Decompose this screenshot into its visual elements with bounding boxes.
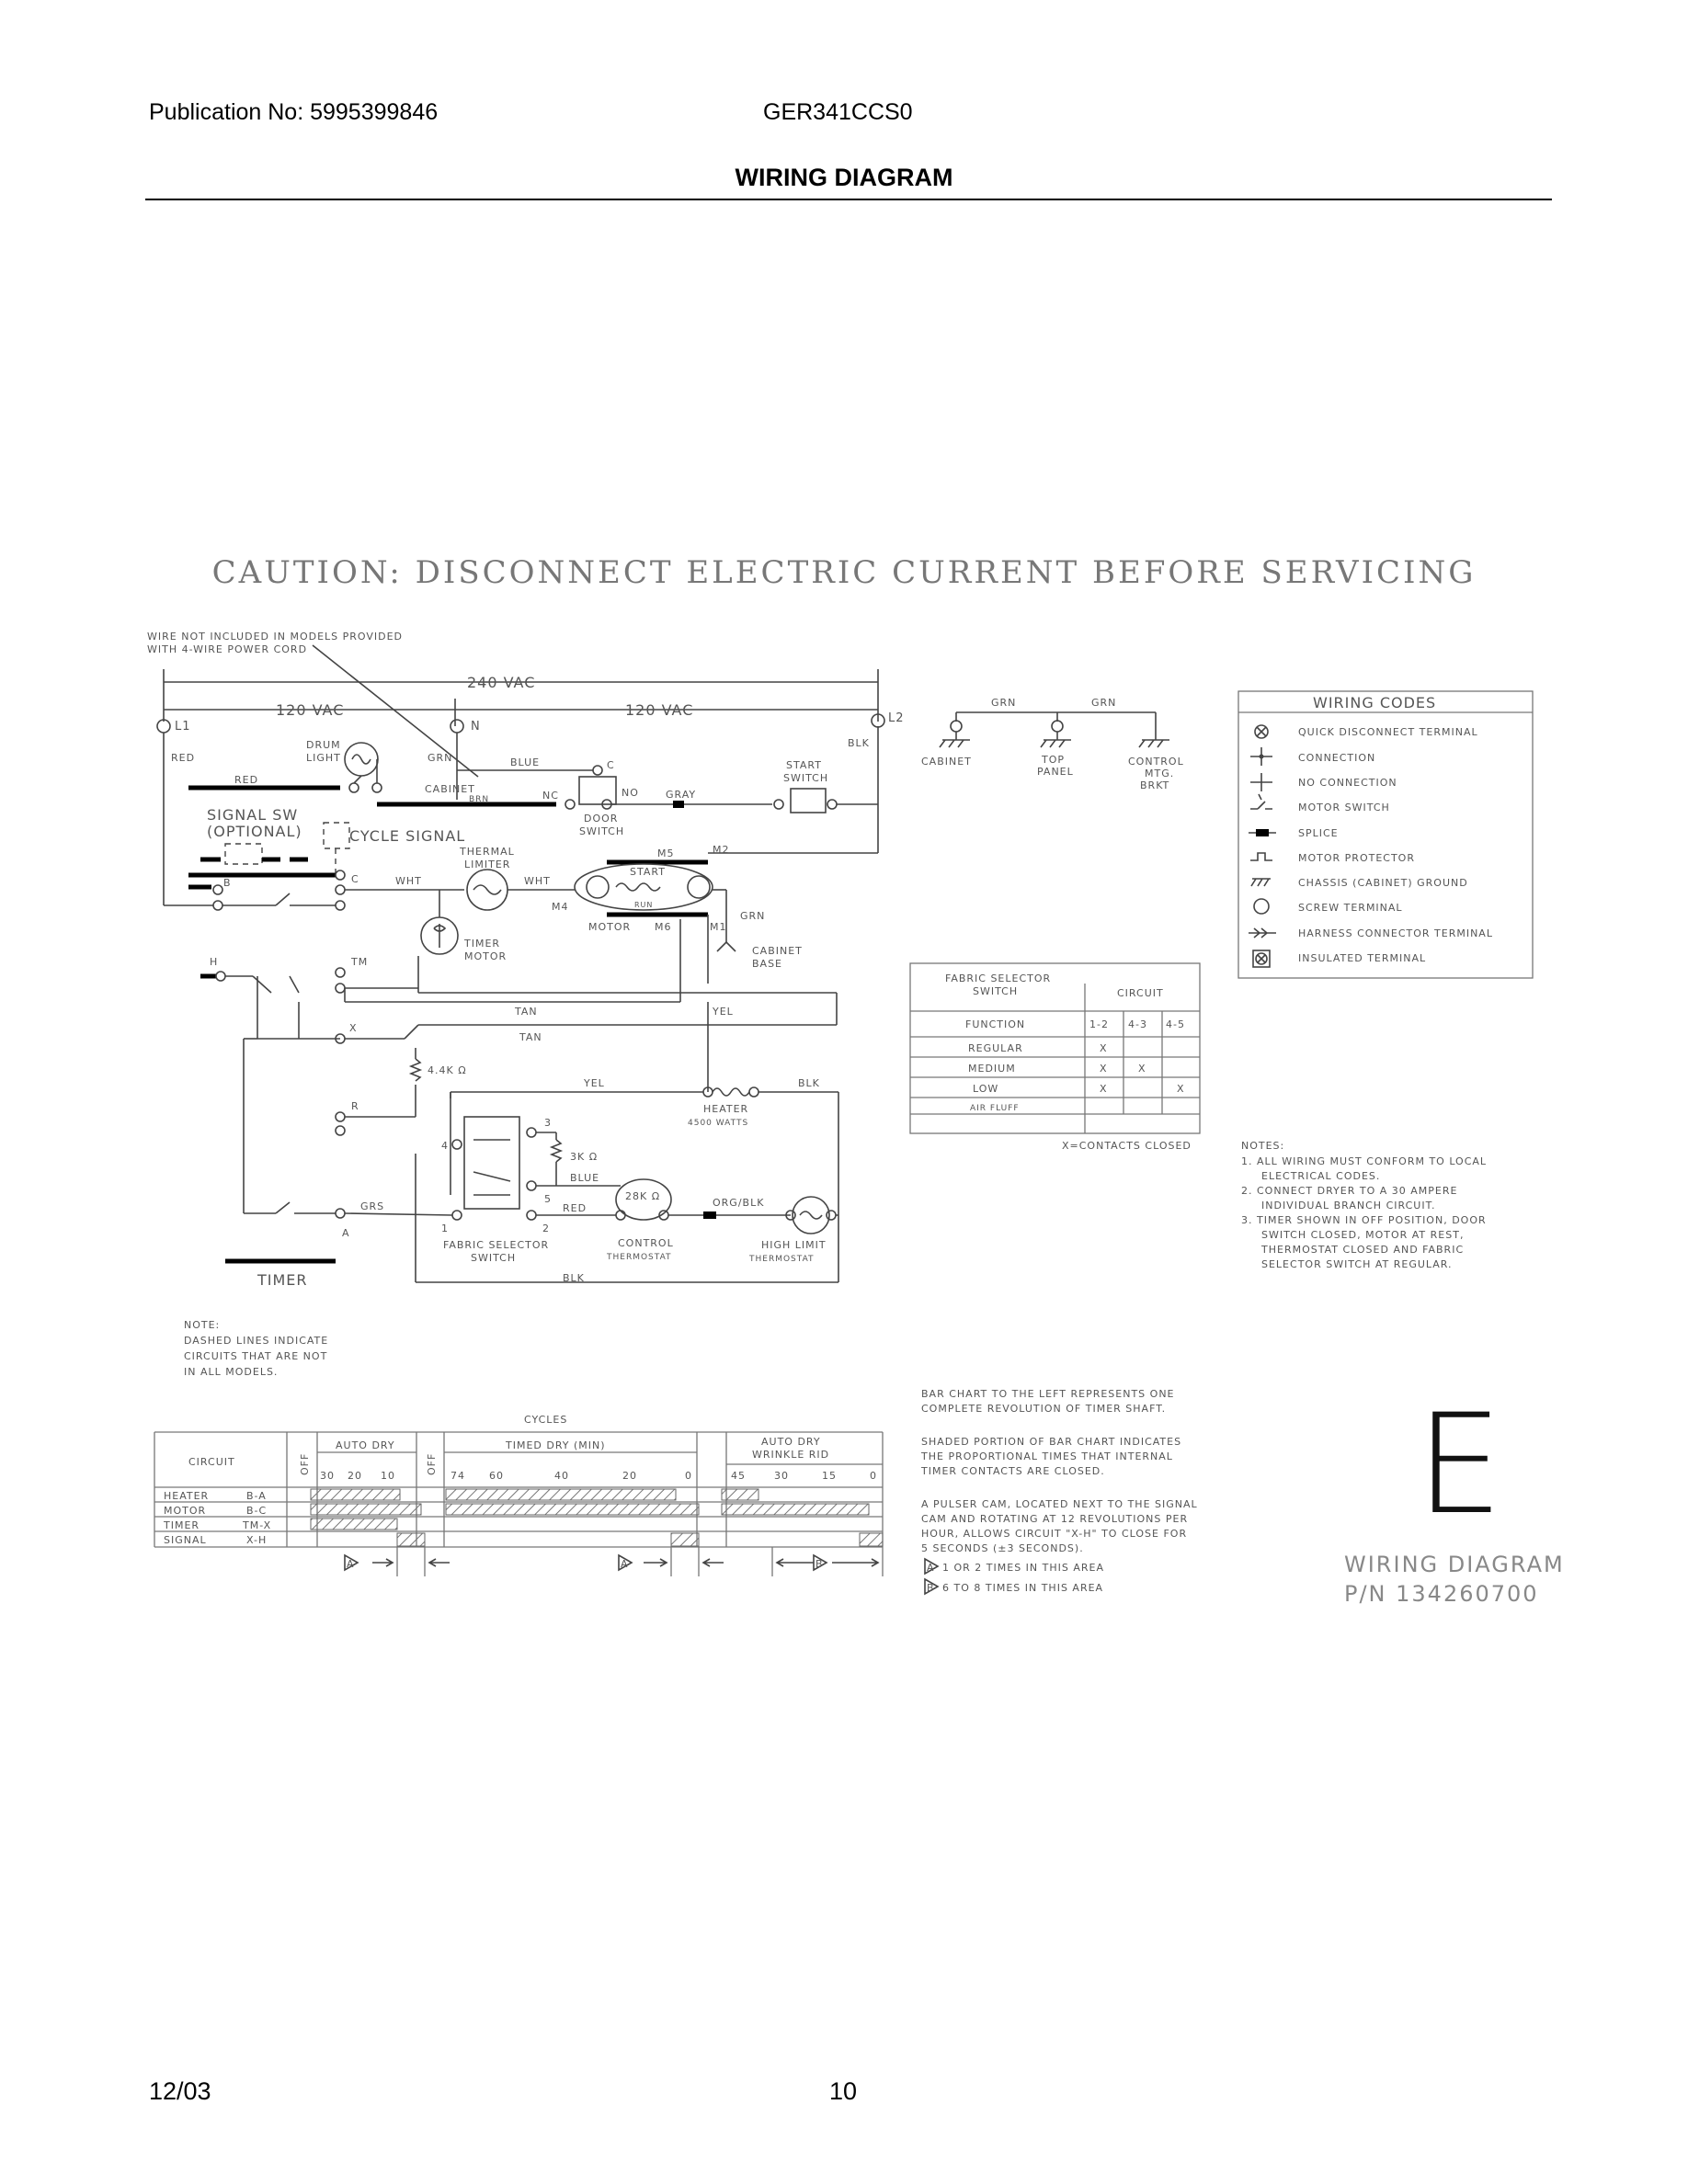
- label-nc: NC: [542, 790, 559, 802]
- label-t2: 2: [542, 1223, 550, 1234]
- label-h: H: [210, 956, 219, 968]
- notes-title: NOTES:: [1241, 1140, 1285, 1152]
- fabric-col: 4-3: [1128, 1018, 1147, 1030]
- label-m2: M2: [713, 844, 730, 856]
- splice-icon: [1249, 829, 1276, 836]
- fabric-mark: X: [1138, 1063, 1146, 1075]
- cycle-signal-label: CYCLE SIGNAL: [349, 827, 466, 845]
- fabric-table-function: FUNCTION: [965, 1018, 1026, 1030]
- wire-note: WIRE NOT INCLUDED IN MODELS PROVIDED: [147, 631, 404, 643]
- schematic: [147, 631, 905, 1378]
- cycle-auto-dry-label: AUTO DRY: [336, 1439, 395, 1451]
- chart-note-line: THE PROPORTIONAL TIMES THAT INTERNAL: [921, 1450, 1173, 1462]
- ground-top-panel-label: PANEL: [1037, 766, 1074, 778]
- wire-note: WITH 4-WIRE POWER CORD: [147, 643, 308, 655]
- label-m1: M1: [710, 921, 727, 933]
- ground-cabinet-label: CABINET: [921, 756, 972, 768]
- fabric-legend: X=CONTACTS CLOSED: [1062, 1140, 1192, 1152]
- label-240vac: 240 VAC: [467, 674, 536, 691]
- fabric-row-name: LOW: [973, 1083, 999, 1095]
- fabric-row-name: AIR FLUFF: [970, 1104, 1020, 1113]
- bar-signal-timed: [671, 1533, 699, 1546]
- wiring-code-label: CONNECTION: [1298, 752, 1376, 764]
- bar-motor-wrinkle: [722, 1504, 869, 1515]
- wiring-code-label: QUICK DISCONNECT TERMINAL: [1298, 726, 1478, 738]
- label-r44k: 4.4K Ω: [428, 1064, 467, 1076]
- high-limit-label: THERMOSTAT: [749, 1255, 815, 1264]
- connection-icon: [1250, 747, 1272, 766]
- bar-timer-auto: [311, 1519, 397, 1530]
- motor-switch-icon: [1250, 794, 1272, 809]
- ground-control-label: MTG.: [1145, 768, 1175, 779]
- notes-line: 1. ALL WIRING MUST CONFORM TO LOCAL: [1241, 1155, 1488, 1167]
- marker-a: A: [347, 1558, 355, 1570]
- motor-protector-icon: [1250, 853, 1272, 860]
- bar-signal-auto: [397, 1533, 425, 1546]
- label-blk: BLK: [848, 737, 870, 749]
- label-n: N: [471, 720, 481, 734]
- label-a: A: [342, 1227, 350, 1239]
- tick-auto: 30: [320, 1470, 335, 1482]
- signal-sw-label: (OPTIONAL): [207, 823, 302, 840]
- drum-light-label: DRUM: [306, 739, 341, 751]
- cabinet-base-label: BASE: [752, 958, 783, 970]
- fabric-col: 1-2: [1089, 1018, 1109, 1030]
- wiring-code-label: SCREW TERMINAL: [1298, 902, 1403, 914]
- fabric-selector-label: SWITCH: [471, 1252, 517, 1264]
- signal-sw-label: SIGNAL SW: [207, 806, 299, 824]
- note-title: NOTE:: [184, 1319, 221, 1331]
- label-motor: MOTOR: [588, 921, 632, 933]
- chart-note-line: A PULSER CAM, LOCATED NEXT TO THE SIGNAL: [921, 1498, 1198, 1510]
- label-t3: 3: [544, 1117, 552, 1129]
- footer-page: 10: [829, 2077, 858, 2105]
- notes: [1241, 1140, 1487, 1270]
- tick-timed: 0: [685, 1470, 692, 1482]
- fabric-table-circuit: CIRCUIT: [1117, 987, 1164, 999]
- diagram-stamp: [1344, 1385, 1565, 1607]
- cycle-circuit-label: CIRCUIT: [188, 1456, 235, 1468]
- label-red: RED: [171, 752, 196, 764]
- label-m4: M4: [552, 901, 569, 913]
- label-red-2: RED: [234, 774, 259, 786]
- publication-number: Publication No: 5995399846: [149, 99, 439, 125]
- chart-note-line: CAM AND ROTATING AT 12 REVOLUTIONS PER: [921, 1513, 1189, 1525]
- label-cabinet: CABINET: [425, 783, 475, 795]
- label-t1: 1: [441, 1223, 449, 1234]
- cycle-row-code: B-C: [246, 1505, 268, 1517]
- bar-heater-wrinkle: [722, 1489, 758, 1500]
- tick-wrinkle: 45: [731, 1470, 746, 1482]
- label-grs: GRS: [360, 1200, 385, 1212]
- high-limit-label: HIGH LIMIT: [761, 1239, 827, 1251]
- label-b: B: [223, 877, 232, 889]
- label-m5: M5: [657, 847, 675, 859]
- label-tan-2: TAN: [519, 1031, 542, 1043]
- wiring-codes-legend: [1238, 691, 1533, 978]
- fabric-table-title: FABRIC SELECTOR: [945, 973, 1052, 984]
- note-a-line: 1 OR 2 TIMES IN THIS AREA: [942, 1562, 1104, 1574]
- cycle-off-label: OFF: [299, 1452, 311, 1475]
- label-red-3: RED: [563, 1202, 587, 1214]
- wiring-code-label: HARNESS CONNECTOR TERMINAL: [1298, 927, 1493, 939]
- bar-signal-wrinkle: [860, 1533, 883, 1546]
- label-c: C: [607, 759, 615, 771]
- start-switch-label: SWITCH: [783, 772, 829, 784]
- label-yel-2: YEL: [584, 1077, 605, 1089]
- screw-terminal-icon: [1254, 899, 1269, 914]
- notes-line: THERMOSTAT CLOSED AND FABRIC: [1261, 1244, 1465, 1256]
- footer-date: 12/03: [149, 2077, 211, 2105]
- note-marker-b: B: [927, 1582, 935, 1594]
- label-brn: BRN: [469, 795, 490, 804]
- label-c-2: C: [351, 873, 359, 885]
- label-org-blk: ORG/BLK: [713, 1197, 765, 1209]
- label-t5: 5: [544, 1193, 552, 1205]
- marker-a-2: A: [621, 1558, 629, 1570]
- label-tm: TM: [351, 956, 369, 968]
- harness-connector-terminal-icon: [1249, 928, 1276, 938]
- tick-timed: 40: [554, 1470, 569, 1482]
- label-l2: L2: [888, 711, 905, 725]
- cycles-label: CYCLES: [524, 1414, 568, 1426]
- tick-wrinkle: 30: [774, 1470, 789, 1482]
- chart-note-line: SHADED PORTION OF BAR CHART INDICATES: [921, 1436, 1182, 1448]
- tick-timed: 20: [622, 1470, 637, 1482]
- fabric-row-name: REGULAR: [968, 1042, 1023, 1054]
- fabric-selector-label: FABRIC SELECTOR: [443, 1239, 550, 1251]
- tick-auto: 10: [381, 1470, 395, 1482]
- bar-motor-auto: [311, 1504, 421, 1515]
- timer-motor-label: TIMER: [464, 938, 501, 950]
- label-grn: GRN: [428, 752, 453, 764]
- ground-grn-a: GRN: [991, 697, 1017, 709]
- heater-label: 4500 WATTS: [688, 1119, 749, 1128]
- marker-b: B: [815, 1558, 824, 1570]
- fabric-mark: X: [1177, 1083, 1185, 1095]
- ground-top-panel-label: TOP: [1042, 754, 1066, 766]
- chart-note-line: BAR CHART TO THE LEFT REPRESENTS ONE: [921, 1388, 1175, 1400]
- notes-line: SELECTOR SWITCH AT REGULAR.: [1261, 1258, 1453, 1270]
- timer-motor-label: MOTOR: [464, 950, 508, 962]
- fabric-mark: X: [1100, 1063, 1108, 1075]
- cycle-row-code: B-A: [246, 1490, 267, 1502]
- label-r28k: 28K Ω: [625, 1190, 661, 1202]
- label-start: START: [630, 866, 666, 878]
- notes-line: 2. CONNECT DRYER TO A 30 AMPERE: [1241, 1185, 1458, 1197]
- label-blue-2: BLUE: [570, 1172, 600, 1184]
- notes-line: ELECTRICAL CODES.: [1261, 1170, 1381, 1182]
- fabric-mark: X: [1100, 1083, 1108, 1095]
- cycle-row-name: HEATER: [164, 1490, 210, 1502]
- revision-letter: E: [1416, 1385, 1503, 1545]
- ground-control-label: CONTROL: [1128, 756, 1184, 768]
- tick-timed: 74: [451, 1470, 465, 1482]
- tick-wrinkle: 15: [822, 1470, 837, 1482]
- chart-note-line: TIMER CONTACTS ARE CLOSED.: [921, 1465, 1105, 1477]
- label-blue: BLUE: [510, 756, 541, 768]
- wiring-code-label: SPLICE: [1298, 827, 1339, 839]
- label-tan: TAN: [515, 1006, 538, 1018]
- notes-line: 3. TIMER SHOWN IN OFF POSITION, DOOR: [1241, 1214, 1487, 1226]
- label-blk-2: BLK: [798, 1077, 820, 1089]
- note-line: IN ALL MODELS.: [184, 1366, 279, 1378]
- cycle-row-name: TIMER: [164, 1519, 200, 1531]
- ground-connections: [921, 697, 1184, 791]
- label-wht-2: WHT: [524, 875, 551, 887]
- wiring-code-label: INSULATED TERMINAL: [1298, 952, 1427, 964]
- cycle-off-label: OFF: [426, 1452, 438, 1475]
- label-no: NO: [622, 787, 639, 799]
- notes-line: INDIVIDUAL BRANCH CIRCUIT.: [1261, 1200, 1436, 1211]
- cycle-wrinkle-label: AUTO DRY: [761, 1436, 821, 1448]
- wiring-code-label: CHASSIS (CABINET) GROUND: [1298, 877, 1468, 889]
- note-marker-a: A: [927, 1562, 935, 1574]
- label-l1: L1: [175, 720, 191, 734]
- thermal-limiter-label: THERMAL: [460, 846, 515, 858]
- cycle-row-name: MOTOR: [164, 1505, 207, 1517]
- insulated-terminal-icon: [1253, 950, 1270, 967]
- label-yel: YEL: [713, 1006, 734, 1018]
- cycle-chart: [154, 1414, 883, 1576]
- cycle-timed-dry-label: TIMED DRY (MIN): [506, 1439, 606, 1451]
- stamp-line-2: P/N 134260700: [1344, 1581, 1539, 1607]
- label-120vac-left: 120 VAC: [276, 701, 345, 719]
- note-line: CIRCUITS THAT ARE NOT: [184, 1350, 328, 1362]
- bar-heater-auto: [311, 1489, 400, 1500]
- control-thermostat-label: THERMOSTAT: [607, 1253, 672, 1262]
- notes-line: SWITCH CLOSED, MOTOR AT REST,: [1261, 1229, 1465, 1241]
- cycle-row-name: SIGNAL: [164, 1534, 207, 1546]
- quick-disconnect-terminal-icon: [1255, 725, 1268, 738]
- page-title: WIRING DIAGRAM: [735, 164, 953, 191]
- label-gray: GRAY: [666, 789, 697, 801]
- fabric-col: 4-5: [1166, 1018, 1185, 1030]
- door-switch-label: SWITCH: [579, 825, 625, 837]
- chart-note-line: 5 SECONDS (±3 SECONDS).: [921, 1542, 1084, 1554]
- label-t4: 4: [441, 1140, 449, 1152]
- ground-control-label: BRKT: [1140, 779, 1170, 791]
- label-r: R: [351, 1100, 359, 1112]
- timer-label: TIMER: [257, 1271, 308, 1289]
- bar-motor-timed: [446, 1504, 699, 1515]
- wiring-code-label: MOTOR PROTECTOR: [1298, 852, 1415, 864]
- label-grn-2: GRN: [740, 910, 766, 922]
- model-number: GER341CCS0: [763, 99, 913, 125]
- door-switch-label: DOOR: [584, 813, 619, 825]
- label-wht: WHT: [395, 875, 422, 887]
- chart-note-line: HOUR, ALLOWS CIRCUIT "X-H" TO CLOSE FOR: [921, 1528, 1188, 1540]
- start-switch-label: START: [786, 759, 822, 771]
- label-r3k: 3K Ω: [570, 1151, 599, 1163]
- fabric-table-title: SWITCH: [973, 985, 1019, 997]
- tick-auto: 20: [348, 1470, 362, 1482]
- wiring-code-label: NO CONNECTION: [1298, 777, 1397, 789]
- wiring-codes-title: WIRING CODES: [1313, 694, 1437, 711]
- cycle-row-code: TM-X: [243, 1519, 272, 1531]
- tick-timed: 60: [489, 1470, 504, 1482]
- cycle-wrinkle-label: WRINKLE RID: [752, 1449, 830, 1461]
- control-thermostat-label: CONTROL: [618, 1237, 674, 1249]
- chart-notes: [920, 1388, 1198, 1594]
- label-x: X: [349, 1022, 358, 1034]
- wiring-code-label: MOTOR SWITCH: [1298, 802, 1390, 813]
- no-connection-icon: [1250, 773, 1272, 791]
- stamp-line-1: WIRING DIAGRAM: [1344, 1552, 1565, 1577]
- cabinet-base-label: CABINET: [752, 945, 803, 957]
- label-m6: M6: [655, 921, 672, 933]
- fabric-row-name: MEDIUM: [968, 1063, 1016, 1075]
- label-run: RUN: [634, 901, 654, 909]
- caution-text: CAUTION: DISCONNECT ELECTRIC CURRENT BEFORE SERVICING: [211, 554, 1477, 591]
- bar-heater-timed: [446, 1489, 676, 1500]
- heater-label: HEATER: [703, 1103, 749, 1115]
- cycle-row-code: X-H: [246, 1534, 268, 1546]
- fabric-selector-table: [910, 963, 1200, 1152]
- label-120vac-right: 120 VAC: [625, 701, 694, 719]
- thermal-limiter-label: LIMITER: [464, 859, 511, 870]
- tick-wrinkle: 0: [870, 1470, 877, 1482]
- note-line: DASHED LINES INDICATE: [184, 1335, 329, 1347]
- ground-grn-b: GRN: [1091, 697, 1117, 709]
- drum-light-label: LIGHT: [306, 752, 341, 764]
- label-blk-3: BLK: [563, 1272, 585, 1284]
- note-b-line: 6 TO 8 TIMES IN THIS AREA: [942, 1582, 1104, 1594]
- fabric-mark: X: [1100, 1042, 1108, 1054]
- chart-note-line: COMPLETE REVOLUTION OF TIMER SHAFT.: [921, 1403, 1167, 1415]
- chassis-ground-icon: [1251, 879, 1271, 886]
